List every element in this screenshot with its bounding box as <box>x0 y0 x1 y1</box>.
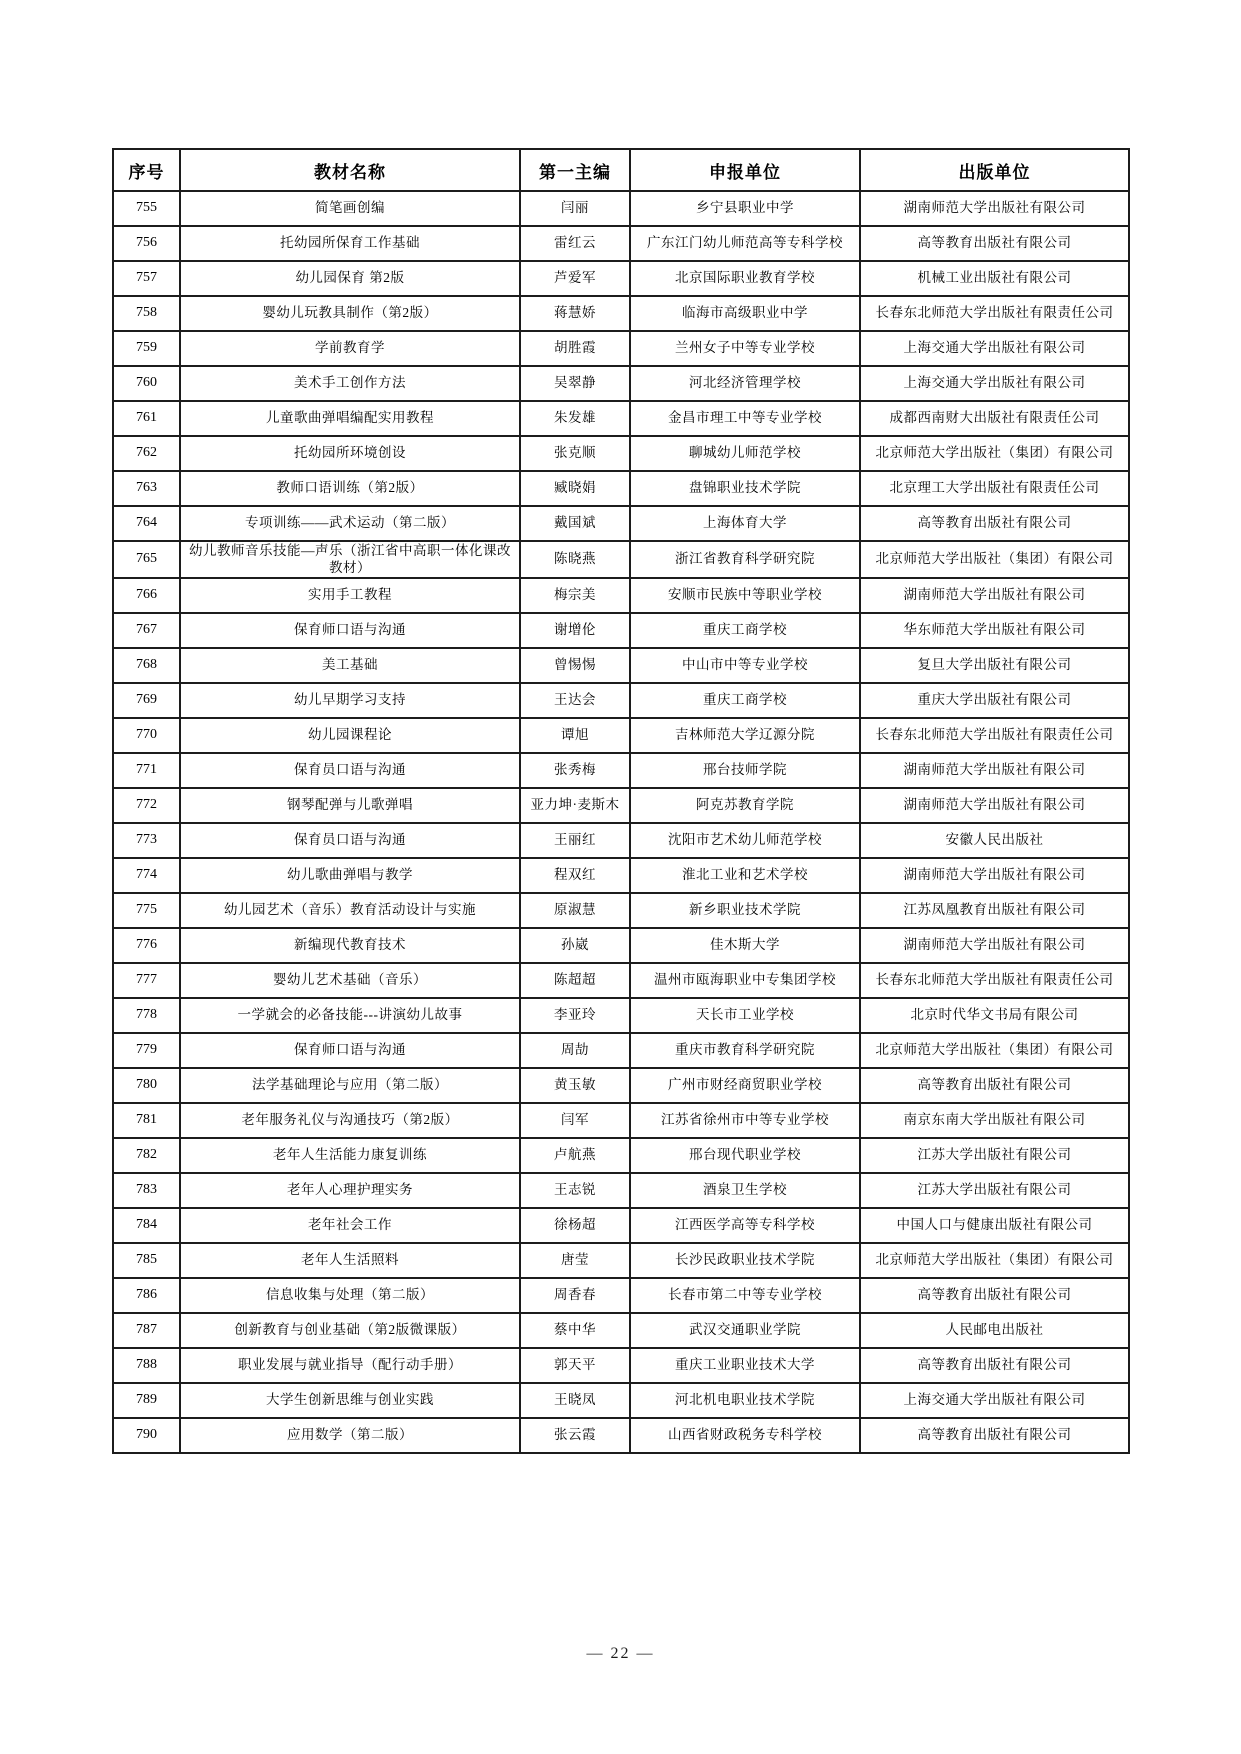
row-number: 760 <box>113 366 180 401</box>
textbook-name: 教师口语训练（第2版） <box>180 471 520 506</box>
table-row <box>113 578 1129 613</box>
textbook-name: 大学生创新思维与创业实践 <box>180 1383 520 1418</box>
page-number: — 22 — <box>586 1645 655 1662</box>
applicant-unit: 武汉交通职业学院 <box>630 1313 860 1348</box>
applicant-unit: 重庆市教育科学研究院 <box>630 1033 860 1068</box>
publisher-unit: 高等教育出版社有限公司 <box>860 1348 1129 1383</box>
applicant-unit: 邢台技师学院 <box>630 753 860 788</box>
textbook-name: 幼儿园保育 第2版 <box>180 261 520 296</box>
row-number: 770 <box>113 718 180 753</box>
table-header-row <box>113 149 1129 191</box>
textbook-list-table <box>112 148 1130 1454</box>
table-row <box>113 471 1129 506</box>
row-number: 766 <box>113 578 180 613</box>
applicant-unit: 广州市财经商贸职业学校 <box>630 1068 860 1103</box>
textbook-name: 婴幼儿艺术基础（音乐） <box>180 963 520 998</box>
textbook-name: 一学就会的必备技能---讲演幼儿故事 <box>180 998 520 1033</box>
table-row <box>113 1173 1129 1208</box>
row-number: 765 <box>113 541 180 578</box>
chief-editor: 闫丽 <box>520 191 630 226</box>
row-number: 788 <box>113 1348 180 1383</box>
table-row <box>113 331 1129 366</box>
publisher-unit: 湖南师范大学出版社有限公司 <box>860 858 1129 893</box>
table-row <box>113 963 1129 998</box>
applicant-unit: 山西省财政税务专科学校 <box>630 1418 860 1453</box>
applicant-unit: 金昌市理工中等专业学校 <box>630 401 860 436</box>
column-header-chief-editor: 第一主编 <box>520 149 630 191</box>
applicant-unit: 临海市高级职业中学 <box>630 296 860 331</box>
table-row <box>113 998 1129 1033</box>
applicant-unit: 乡宁县职业中学 <box>630 191 860 226</box>
textbook-name: 保育员口语与沟通 <box>180 823 520 858</box>
table-row <box>113 1138 1129 1173</box>
row-number: 756 <box>113 226 180 261</box>
chief-editor: 谭旭 <box>520 718 630 753</box>
publisher-unit: 高等教育出版社有限公司 <box>860 1278 1129 1313</box>
applicant-unit: 兰州女子中等专业学校 <box>630 331 860 366</box>
applicant-unit: 上海体育大学 <box>630 506 860 541</box>
table-row <box>113 1278 1129 1313</box>
textbook-name: 幼儿园课程论 <box>180 718 520 753</box>
table-row <box>113 226 1129 261</box>
table-row <box>113 788 1129 823</box>
textbook-name: 创新教育与创业基础（第2版微课版） <box>180 1313 520 1348</box>
chief-editor: 戴国斌 <box>520 506 630 541</box>
row-number: 758 <box>113 296 180 331</box>
chief-editor: 胡胜霞 <box>520 331 630 366</box>
chief-editor: 唐莹 <box>520 1243 630 1278</box>
chief-editor: 李亚玲 <box>520 998 630 1033</box>
textbook-name: 幼儿园艺术（音乐）教育活动设计与实施 <box>180 893 520 928</box>
publisher-unit: 湖南师范大学出版社有限公司 <box>860 928 1129 963</box>
table-row <box>113 436 1129 471</box>
applicant-unit: 邢台现代职业学校 <box>630 1138 860 1173</box>
chief-editor: 闫军 <box>520 1103 630 1138</box>
row-number: 763 <box>113 471 180 506</box>
textbook-name: 简笔画创编 <box>180 191 520 226</box>
row-number: 755 <box>113 191 180 226</box>
textbook-name: 美工基础 <box>180 648 520 683</box>
row-number: 771 <box>113 753 180 788</box>
chief-editor: 程双红 <box>520 858 630 893</box>
publisher-unit: 北京理工大学出版社有限责任公司 <box>860 471 1129 506</box>
table-row <box>113 893 1129 928</box>
applicant-unit: 盘锦职业技术学院 <box>630 471 860 506</box>
row-number: 790 <box>113 1418 180 1453</box>
textbook-name: 老年人生活能力康复训练 <box>180 1138 520 1173</box>
applicant-unit: 酒泉卫生学校 <box>630 1173 860 1208</box>
textbook-name: 托幼园所环境创设 <box>180 436 520 471</box>
row-number: 782 <box>113 1138 180 1173</box>
textbook-name: 保育员口语与沟通 <box>180 753 520 788</box>
row-number: 789 <box>113 1383 180 1418</box>
applicant-unit: 聊城幼儿师范学校 <box>630 436 860 471</box>
table-row <box>113 296 1129 331</box>
textbook-name: 幼儿早期学习支持 <box>180 683 520 718</box>
textbook-name: 幼儿教师音乐技能—声乐（浙江省中高职一体化课改教材） <box>180 541 520 578</box>
applicant-unit: 沈阳市艺术幼儿师范学校 <box>630 823 860 858</box>
publisher-unit: 湖南师范大学出版社有限公司 <box>860 788 1129 823</box>
row-number: 775 <box>113 893 180 928</box>
applicant-unit: 广东江门幼儿师范高等专科学校 <box>630 226 860 261</box>
publisher-unit: 江苏大学出版社有限公司 <box>860 1173 1129 1208</box>
applicant-unit: 江西医学高等专科学校 <box>630 1208 860 1243</box>
column-header-publisher-unit: 出版单位 <box>860 149 1129 191</box>
applicant-unit: 北京国际职业教育学校 <box>630 261 860 296</box>
applicant-unit: 天长市工业学校 <box>630 998 860 1033</box>
table-row <box>113 191 1129 226</box>
table-row <box>113 648 1129 683</box>
applicant-unit: 佳木斯大学 <box>630 928 860 963</box>
chief-editor: 梅宗美 <box>520 578 630 613</box>
publisher-unit: 安徽人民出版社 <box>860 823 1129 858</box>
row-number: 780 <box>113 1068 180 1103</box>
applicant-unit: 江苏省徐州市中等专业学校 <box>630 1103 860 1138</box>
chief-editor: 张秀梅 <box>520 753 630 788</box>
table-row <box>113 1033 1129 1068</box>
chief-editor: 卢航燕 <box>520 1138 630 1173</box>
applicant-unit: 重庆工商学校 <box>630 683 860 718</box>
table-row <box>113 401 1129 436</box>
textbook-name: 老年服务礼仪与沟通技巧（第2版） <box>180 1103 520 1138</box>
applicant-unit: 浙江省教育科学研究院 <box>630 541 860 578</box>
chief-editor: 张云霞 <box>520 1418 630 1453</box>
chief-editor: 徐杨超 <box>520 1208 630 1243</box>
table-row <box>113 683 1129 718</box>
table-row <box>113 1068 1129 1103</box>
publisher-unit: 华东师范大学出版社有限公司 <box>860 613 1129 648</box>
chief-editor: 亚力坤·麦斯木 <box>520 788 630 823</box>
row-number: 778 <box>113 998 180 1033</box>
textbook-name: 学前教育学 <box>180 331 520 366</box>
chief-editor: 郭天平 <box>520 1348 630 1383</box>
applicant-unit: 中山市中等专业学校 <box>630 648 860 683</box>
publisher-unit: 上海交通大学出版社有限公司 <box>860 1383 1129 1418</box>
publisher-unit: 江苏凤凰教育出版社有限公司 <box>860 893 1129 928</box>
row-number: 769 <box>113 683 180 718</box>
applicant-unit: 吉林师范大学辽源分院 <box>630 718 860 753</box>
chief-editor: 谢增伦 <box>520 613 630 648</box>
publisher-unit: 中国人口与健康出版社有限公司 <box>860 1208 1129 1243</box>
applicant-unit: 河北经济管理学校 <box>630 366 860 401</box>
table-row <box>113 366 1129 401</box>
row-number: 779 <box>113 1033 180 1068</box>
publisher-unit: 湖南师范大学出版社有限公司 <box>860 753 1129 788</box>
row-number: 784 <box>113 1208 180 1243</box>
row-number: 773 <box>113 823 180 858</box>
table-row <box>113 823 1129 858</box>
chief-editor: 张克顺 <box>520 436 630 471</box>
table-row <box>113 506 1129 541</box>
column-header-applicant-unit: 申报单位 <box>630 149 860 191</box>
publisher-unit: 北京师范大学出版社（集团）有限公司 <box>860 1033 1129 1068</box>
applicant-unit: 长沙民政职业技术学院 <box>630 1243 860 1278</box>
publisher-unit: 上海交通大学出版社有限公司 <box>860 366 1129 401</box>
textbook-name: 保育师口语与沟通 <box>180 613 520 648</box>
textbook-name: 幼儿歌曲弹唱与教学 <box>180 858 520 893</box>
publisher-unit: 上海交通大学出版社有限公司 <box>860 331 1129 366</box>
table-row <box>113 541 1129 578</box>
row-number: 785 <box>113 1243 180 1278</box>
textbook-name: 老年人生活照料 <box>180 1243 520 1278</box>
row-number: 768 <box>113 648 180 683</box>
textbook-name: 老年人心理护理实务 <box>180 1173 520 1208</box>
table-row <box>113 1103 1129 1138</box>
chief-editor: 王志锐 <box>520 1173 630 1208</box>
publisher-unit: 北京师范大学出版社（集团）有限公司 <box>860 541 1129 578</box>
publisher-unit: 长春东北师范大学出版社有限责任公司 <box>860 296 1129 331</box>
textbook-name: 老年社会工作 <box>180 1208 520 1243</box>
table-row <box>113 1208 1129 1243</box>
applicant-unit: 温州市瓯海职业中专集团学校 <box>630 963 860 998</box>
chief-editor: 孙崴 <box>520 928 630 963</box>
chief-editor: 周香春 <box>520 1278 630 1313</box>
row-number: 767 <box>113 613 180 648</box>
publisher-unit: 南京东南大学出版社有限公司 <box>860 1103 1129 1138</box>
table-row <box>113 1243 1129 1278</box>
publisher-unit: 人民邮电出版社 <box>860 1313 1129 1348</box>
chief-editor: 雷红云 <box>520 226 630 261</box>
table-row <box>113 1348 1129 1383</box>
publisher-unit: 高等教育出版社有限公司 <box>860 1068 1129 1103</box>
textbook-name: 实用手工教程 <box>180 578 520 613</box>
publisher-unit: 湖南师范大学出版社有限公司 <box>860 578 1129 613</box>
textbook-name: 钢琴配弹与儿歌弹唱 <box>180 788 520 823</box>
table-row <box>113 1383 1129 1418</box>
applicant-unit: 淮北工业和艺术学校 <box>630 858 860 893</box>
table-row <box>113 613 1129 648</box>
publisher-unit: 复旦大学出版社有限公司 <box>860 648 1129 683</box>
chief-editor: 吴翠静 <box>520 366 630 401</box>
table-row <box>113 753 1129 788</box>
textbook-name: 专项训练——武术运动（第二版） <box>180 506 520 541</box>
chief-editor: 周劼 <box>520 1033 630 1068</box>
chief-editor: 原淑慧 <box>520 893 630 928</box>
applicant-unit: 河北机电职业技术学院 <box>630 1383 860 1418</box>
applicant-unit: 重庆工业职业技术大学 <box>630 1348 860 1383</box>
chief-editor: 王达会 <box>520 683 630 718</box>
row-number: 761 <box>113 401 180 436</box>
table-row <box>113 1418 1129 1453</box>
row-number: 772 <box>113 788 180 823</box>
row-number: 787 <box>113 1313 180 1348</box>
applicant-unit: 安顺市民族中等职业学校 <box>630 578 860 613</box>
publisher-unit: 高等教育出版社有限公司 <box>860 1418 1129 1453</box>
table-row <box>113 928 1129 963</box>
chief-editor: 臧晓娟 <box>520 471 630 506</box>
publisher-unit: 重庆大学出版社有限公司 <box>860 683 1129 718</box>
publisher-unit: 湖南师范大学出版社有限公司 <box>860 191 1129 226</box>
publisher-unit: 北京时代华文书局有限公司 <box>860 998 1129 1033</box>
publisher-unit: 高等教育出版社有限公司 <box>860 226 1129 261</box>
chief-editor: 曾惕惕 <box>520 648 630 683</box>
textbook-name: 新编现代教育技术 <box>180 928 520 963</box>
applicant-unit: 阿克苏教育学院 <box>630 788 860 823</box>
chief-editor: 蔡中华 <box>520 1313 630 1348</box>
row-number: 777 <box>113 963 180 998</box>
chief-editor: 芦爱军 <box>520 261 630 296</box>
column-header-textbook-name: 教材名称 <box>180 149 520 191</box>
chief-editor: 黄玉敏 <box>520 1068 630 1103</box>
table-row <box>113 718 1129 753</box>
row-number: 781 <box>113 1103 180 1138</box>
textbook-name: 保育师口语与沟通 <box>180 1033 520 1068</box>
row-number: 764 <box>113 506 180 541</box>
chief-editor: 陈晓燕 <box>520 541 630 578</box>
textbook-name: 职业发展与就业指导（配行动手册） <box>180 1348 520 1383</box>
textbook-name: 婴幼儿玩教具制作（第2版） <box>180 296 520 331</box>
publisher-unit: 江苏大学出版社有限公司 <box>860 1138 1129 1173</box>
chief-editor: 朱发雄 <box>520 401 630 436</box>
textbook-name: 托幼园所保育工作基础 <box>180 226 520 261</box>
applicant-unit: 重庆工商学校 <box>630 613 860 648</box>
table-row <box>113 1313 1129 1348</box>
chief-editor: 陈超超 <box>520 963 630 998</box>
textbook-name: 儿童歌曲弹唱编配实用教程 <box>180 401 520 436</box>
publisher-unit: 机械工业出版社有限公司 <box>860 261 1129 296</box>
publisher-unit: 北京师范大学出版社（集团）有限公司 <box>860 1243 1129 1278</box>
applicant-unit: 新乡职业技术学院 <box>630 893 860 928</box>
publisher-unit: 高等教育出版社有限公司 <box>860 506 1129 541</box>
textbook-name: 法学基础理论与应用（第二版） <box>180 1068 520 1103</box>
row-number: 786 <box>113 1278 180 1313</box>
table-row <box>113 261 1129 296</box>
table-header <box>113 149 1129 191</box>
row-number: 774 <box>113 858 180 893</box>
textbook-name: 美术手工创作方法 <box>180 366 520 401</box>
textbook-name: 应用数学（第二版） <box>180 1418 520 1453</box>
applicant-unit: 长春市第二中等专业学校 <box>630 1278 860 1313</box>
row-number: 759 <box>113 331 180 366</box>
row-number: 783 <box>113 1173 180 1208</box>
chief-editor: 蒋慧娇 <box>520 296 630 331</box>
table-row <box>113 858 1129 893</box>
chief-editor: 王晓凤 <box>520 1383 630 1418</box>
textbook-list-table-wrap <box>112 148 1128 1454</box>
publisher-unit: 成都西南财大出版社有限责任公司 <box>860 401 1129 436</box>
row-number: 757 <box>113 261 180 296</box>
row-number: 762 <box>113 436 180 471</box>
publisher-unit: 长春东北师范大学出版社有限责任公司 <box>860 718 1129 753</box>
column-header-row-number: 序号 <box>113 149 180 191</box>
chief-editor: 王丽红 <box>520 823 630 858</box>
table-body <box>113 191 1129 1453</box>
publisher-unit: 北京师范大学出版社（集团）有限公司 <box>860 436 1129 471</box>
row-number: 776 <box>113 928 180 963</box>
textbook-name: 信息收集与处理（第二版） <box>180 1278 520 1313</box>
publisher-unit: 长春东北师范大学出版社有限责任公司 <box>860 963 1129 998</box>
